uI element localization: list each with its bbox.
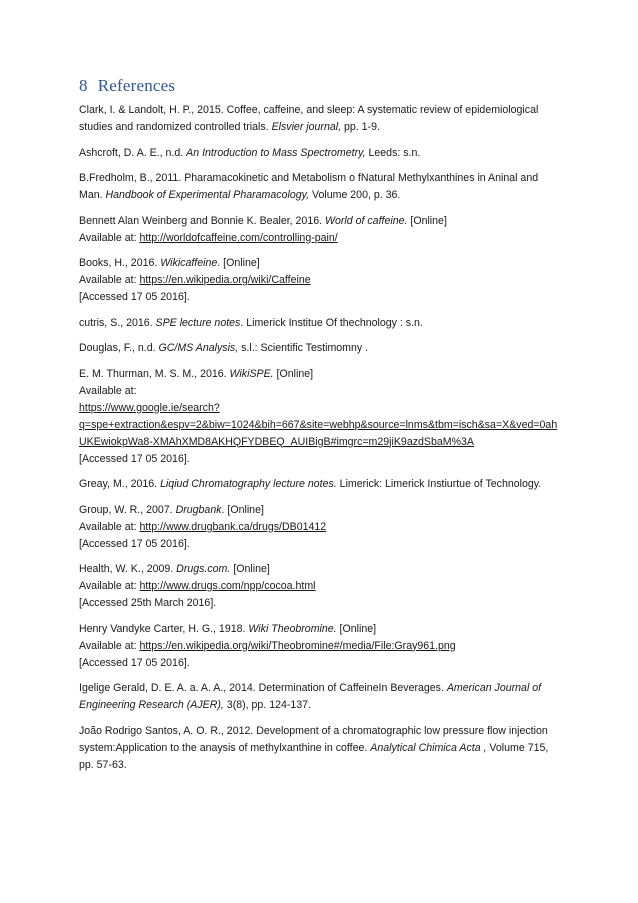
- reference-url-link[interactable]: http://www.drugs.com/npp/cocoa.html: [139, 580, 316, 592]
- reference-citation: [79, 145, 563, 162]
- citation-title: Handbook of Experimental Pharamacology,: [105, 189, 310, 201]
- section-title: References: [97, 76, 176, 95]
- section-number: 8: [79, 76, 88, 95]
- citation-title: Elsvier journal,: [271, 121, 342, 133]
- reference-line: [79, 655, 563, 672]
- reference-citation: [79, 315, 563, 332]
- reference-line-text: Available at:: [79, 580, 140, 592]
- reference-line: [79, 519, 563, 536]
- reference-entry: [79, 102, 563, 136]
- citation-text: B.Fredholm, B., 2011. Pharamacokinetic and Metabolism o fNatural Methylxanthines in Aninal and Man.: [79, 172, 539, 201]
- reference-citation: [79, 621, 563, 638]
- citation-text: cutris, S., 2016.: [79, 316, 156, 329]
- reference-line-text: Available at:: [79, 520, 140, 533]
- reference-citation: [79, 502, 563, 519]
- citation-details: . [Online]: [217, 257, 260, 269]
- reference-entry: [79, 315, 563, 332]
- citation-title: Wikicaffeine: [160, 257, 218, 269]
- reference-entry: [79, 476, 563, 493]
- reference-entry: [79, 366, 563, 468]
- reference-line: [79, 400, 563, 451]
- section-heading: [79, 76, 578, 96]
- reference-line: [79, 383, 563, 400]
- citation-title: Drugbank: [175, 503, 222, 516]
- reference-line-text: Available at:: [79, 231, 140, 244]
- citation-details: pp. 1-9.: [341, 121, 380, 133]
- citation-text: Igelige Gerald, D. E. A. a. A. A., 2014. Determination of CaffeineIn Beverages.: [79, 682, 447, 694]
- reference-citation: [79, 723, 563, 774]
- reference-entry: [79, 621, 563, 672]
- reference-line-text: [Accessed 17 05 2016].: [79, 291, 190, 303]
- reference-citation: [79, 170, 563, 204]
- reference-entry: [79, 561, 563, 612]
- reference-line: [79, 595, 563, 612]
- citation-title: SPE lecture notes: [155, 316, 241, 329]
- reference-entry: [79, 170, 563, 204]
- citation-details: s.l.: Scientific Testimomny .: [238, 342, 369, 354]
- citation-text: E. M. Thurman, M. S. M., 2016.: [79, 367, 230, 380]
- citation-details: [Online]: [407, 214, 447, 227]
- citation-details: Volume 715, pp. 57-63.: [79, 741, 549, 771]
- reference-citation: [79, 255, 563, 272]
- reference-line: [79, 289, 563, 306]
- citation-details: . Limerick Institue Of thechnology : s.n.: [240, 316, 423, 329]
- citation-title: American Journal of Engineering Research (AJER),: [79, 682, 542, 711]
- reference-url-link[interactable]: https://en.wikipedia.org/wiki/Caffeine: [139, 274, 311, 286]
- citation-details: 3(8), pp. 124-137.: [223, 699, 312, 711]
- reference-citation: [79, 680, 563, 714]
- reference-line-text: Available at:: [79, 639, 140, 652]
- citation-title: Wiki Theobromine.: [248, 622, 337, 635]
- citation-text: Douglas, F., n.d.: [79, 342, 159, 354]
- reference-citation: [79, 561, 563, 578]
- reference-list: [79, 102, 563, 774]
- citation-text: Group, W. R., 2007.: [79, 503, 176, 516]
- citation-text: Books, H., 2016.: [79, 257, 161, 269]
- citation-details: [Online]: [230, 563, 270, 575]
- reference-citation: [79, 213, 563, 230]
- citation-text: Bennett Alan Weinberg and Bonnie K. Bealer, 2016.: [79, 214, 325, 227]
- reference-line: [79, 536, 563, 553]
- reference-url-link[interactable]: http://www.drugbank.ca/drugs/DB01412: [139, 520, 327, 533]
- reference-entry: [79, 145, 563, 162]
- reference-url-link[interactable]: http://worldofcaffeine.com/controlling-pain/: [139, 231, 338, 244]
- citation-details: Limerick: Limerick Instiurtue of Technology.: [336, 478, 542, 490]
- reference-line-text: [Accessed 17 05 2016].: [79, 537, 190, 550]
- citation-text: Greay, M., 2016.: [79, 478, 161, 490]
- reference-line-text: Available at:: [79, 274, 140, 286]
- citation-details: [Online]: [336, 622, 377, 635]
- reference-url-link[interactable]: https://en.wikipedia.org/wiki/Theobromine#/media/File:Gray961.png: [139, 639, 456, 652]
- citation-text: Henry Vandyke Carter, H. G., 1918.: [79, 622, 249, 635]
- citation-details: . [Online]: [221, 503, 264, 516]
- reference-line: [79, 578, 563, 595]
- reference-line: [79, 230, 563, 247]
- reference-url-link[interactable]: https://www.google.ie/search?q=spe+extraction&espv=2&biw=1024&bih=667&site=webhp&source=lnms&tbm=isch&sa=X&ved=0ahUKEwiokpWa8-XMAhXMD8AKHQFYDBEQ_AUIBigB#imgrc=m29jiK9azdSbaM%3A: [79, 401, 558, 448]
- reference-citation: [79, 340, 563, 357]
- citation-title: Drugs.com.: [176, 563, 231, 575]
- citation-text: Ashcroft, D. A. E., n.d.: [79, 146, 187, 159]
- reference-entry: [79, 255, 563, 306]
- reference-entry: [79, 723, 563, 774]
- reference-entry: [79, 213, 563, 247]
- reference-line-text: [Accessed 17 05 2016].: [79, 656, 190, 669]
- reference-line: [79, 638, 563, 655]
- reference-line-text: [Accessed 17 05 2016].: [79, 452, 190, 465]
- citation-title: WikiSPE.: [229, 367, 274, 380]
- citation-details: Leeds: s.n.: [365, 146, 421, 159]
- citation-text: João Rodrigo Santos, A. O. R., 2012. Development of a chromatographic low pressure flow injection system:Application to the anaysis of methylxanthine in coffee.: [79, 724, 548, 754]
- reference-citation: [79, 476, 563, 493]
- reference-line-text: Available at:: [79, 384, 137, 397]
- reference-line-text: [Accessed 25th March 2016].: [79, 597, 217, 609]
- reference-entry: [79, 340, 563, 357]
- citation-text: Health, W. K., 2009.: [79, 563, 177, 575]
- reference-citation: [79, 366, 563, 383]
- citation-text: Clark, I. & Landolt, H. P., 2015. Coffee, caffeine, and sleep: A systematic review of epidemiological studies and randomized controlled trials.: [79, 104, 539, 133]
- citation-title: Liqiud Chromatography lecture notes.: [160, 478, 337, 490]
- citation-details: Volume 200, p. 36.: [309, 189, 401, 201]
- reference-line: [79, 451, 563, 468]
- reference-line: [79, 272, 563, 289]
- citation-title: Analytical Chimica Acta ,: [370, 741, 487, 754]
- reference-entry: [79, 502, 563, 553]
- citation-details: [Online]: [273, 367, 314, 380]
- citation-title: GC/MS Analysis,: [158, 342, 239, 354]
- citation-title: An Introduction to Mass Spectrometry,: [186, 146, 366, 159]
- citation-title: World of caffeine.: [325, 214, 408, 227]
- reference-entry: [79, 680, 563, 714]
- reference-citation: [79, 102, 563, 136]
